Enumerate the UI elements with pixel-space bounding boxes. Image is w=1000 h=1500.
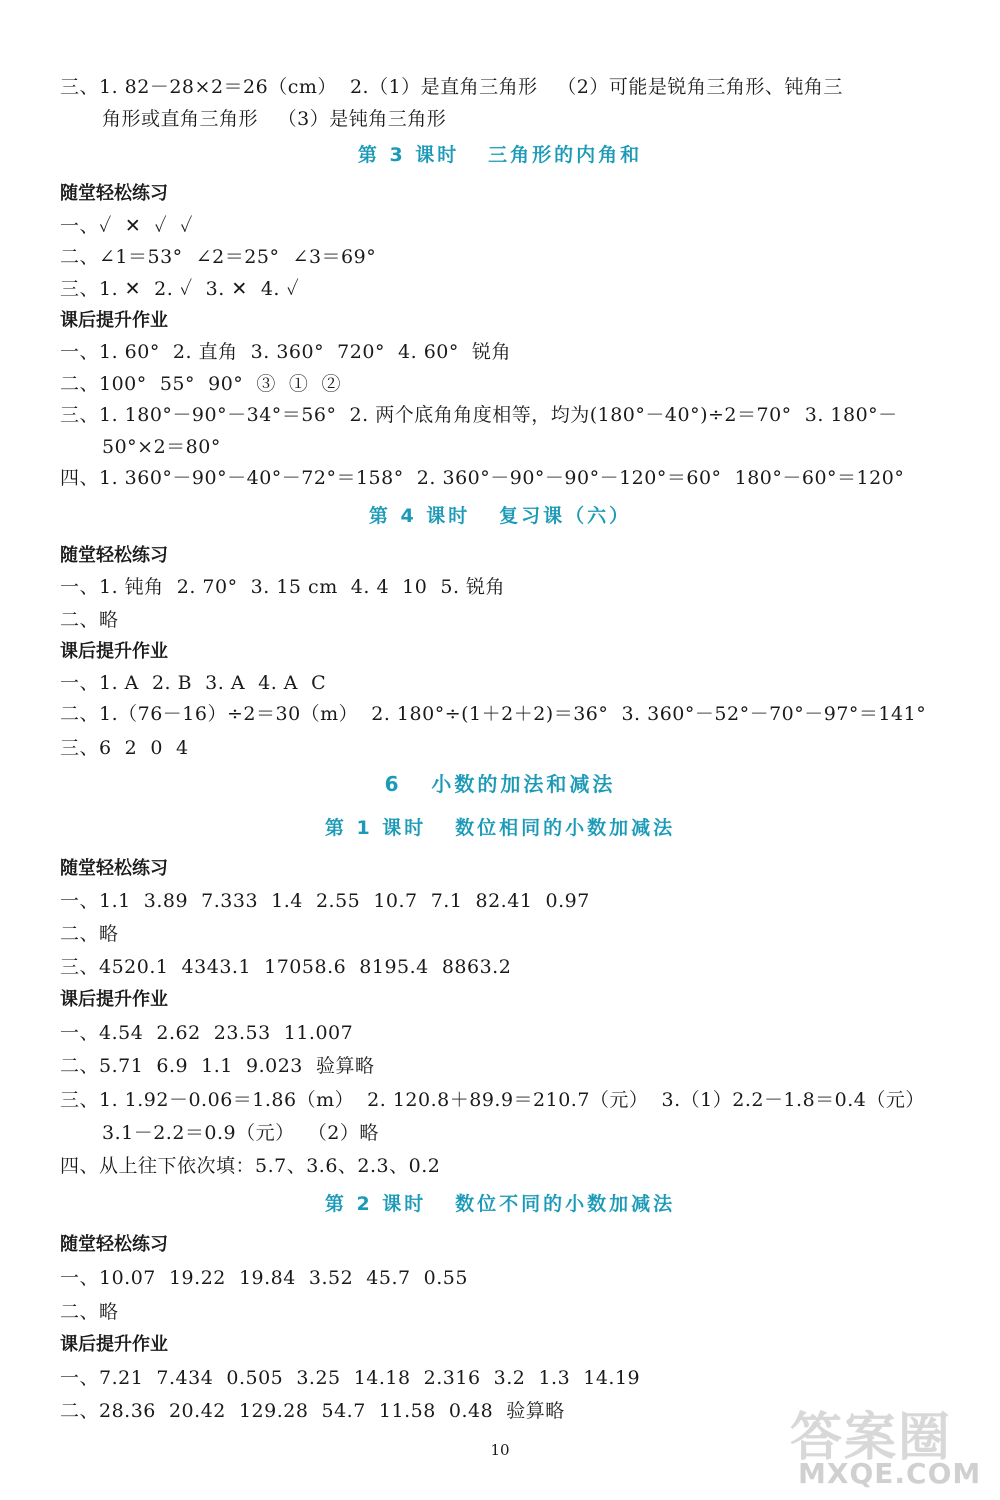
answer-line: 一、1.1 3.89 7.333 1.4 2.55 10.7 7.1 82.41 0.97 — [60, 890, 590, 912]
section-header: 课后提升作业 — [60, 310, 168, 331]
answer-line: 三、4520.1 4343.1 17058.6 8195.4 8863.2 — [60, 956, 512, 978]
answer-line: 一、1. 钝角 2. 70° 3. 15 cm 4. 4 10 5. 锐角 — [60, 576, 506, 598]
section-header: 随堂轻松练习 — [60, 183, 168, 204]
watermark-text: 答案圈 — [790, 1408, 953, 1468]
answer-line: 三、1. 1.92－0.06＝1.86（m） 2. 120.8＋89.9＝210.7（元） 3.（1）2.2－1.8＝0.4（元） — [60, 1089, 925, 1111]
answer-line: 三、6 2 0 4 — [60, 737, 189, 759]
lesson-title: 第 1 课时 数位相同的小数加减法 — [324, 817, 676, 839]
answer-line: 二、28.36 20.42 129.28 54.7 11.58 0.48 验算略 — [60, 1400, 565, 1422]
answer-line: 二、∠1＝53° ∠2＝25° ∠3＝69° — [60, 246, 377, 268]
answer-line: 三、1. 82－28×2＝26（cm） 2.（1）是直角三角形 （2）可能是锐角三角形、钝角三 — [60, 76, 843, 98]
answer-line: 一、7.21 7.434 0.505 3.25 14.18 2.316 3.2 1.3 14.19 — [60, 1367, 641, 1389]
answer-line: 三、1. 180°－90°－34°＝56° 2. 两个底角角度相等，均为(180°－40°)÷2＝70° 3. 180°－ — [60, 404, 898, 426]
answer-line: 一、1. 60° 2. 直角 3. 360° 720° 4. 60° 锐角 — [60, 341, 511, 363]
answer-line: 50°×2＝80° — [102, 436, 221, 458]
answer-line: 一、1. A 2. B 3. A 4. A C — [60, 672, 327, 694]
section-header: 课后提升作业 — [60, 989, 168, 1010]
answer-line: 一、4.54 2.62 23.53 11.007 — [60, 1022, 354, 1044]
answer-line: 二、1.（76－16）÷2＝30（m） 2. 180°÷(1＋2＋2)＝36° 3. 360°－52°－70°－97°＝141° — [60, 703, 927, 725]
lesson-title: 第 2 课时 数位不同的小数加减法 — [324, 1193, 676, 1215]
lesson-title: 第 4 课时 复习课（六） — [368, 505, 632, 527]
section-header: 随堂轻松练习 — [60, 858, 168, 879]
answer-line: 角形或直角三角形 （3）是钝角三角形 — [102, 108, 447, 130]
answer-line: 一、10.07 19.22 19.84 3.52 45.7 0.55 — [60, 1267, 468, 1289]
answer-line: 二、5.71 6.9 1.1 9.023 验算略 — [60, 1055, 375, 1077]
page-number: 10 — [490, 1441, 510, 1459]
chapter-title: 6 小数的加法和减法 — [384, 772, 616, 796]
answer-line: 二、略 — [60, 1301, 119, 1323]
answer-line: 3.1－2.2＝0.9（元） （2）略 — [102, 1122, 379, 1144]
watermark — [790, 1395, 990, 1495]
answer-line: 二、略 — [60, 923, 119, 945]
answer-line: 二、100° 55° 90° ③ ① ② — [60, 373, 342, 395]
section-header: 随堂轻松练习 — [60, 1234, 168, 1255]
answer-line: 二、略 — [60, 609, 119, 631]
answer-line: 四、从上往下依次填：5.7、3.6、2.3、0.2 — [60, 1155, 441, 1177]
section-header: 随堂轻松练习 — [60, 545, 168, 566]
watermark-url: MXQE.COM — [798, 1457, 982, 1490]
answer-line: 三、1. ✕ 2. ✓ 3. ✕ 4. ✓ — [60, 278, 300, 300]
answer-line: 一、✓ ✕ ✓ ✓ — [60, 215, 193, 237]
section-header: 课后提升作业 — [60, 1334, 168, 1355]
section-header: 课后提升作业 — [60, 641, 168, 662]
lesson-title: 第 3 课时 三角形的内角和 — [357, 144, 643, 166]
answer-line: 四、1. 360°－90°－40°－72°＝158° 2. 360°－90°－90°－120°＝60° 180°－60°＝120° — [60, 467, 905, 489]
